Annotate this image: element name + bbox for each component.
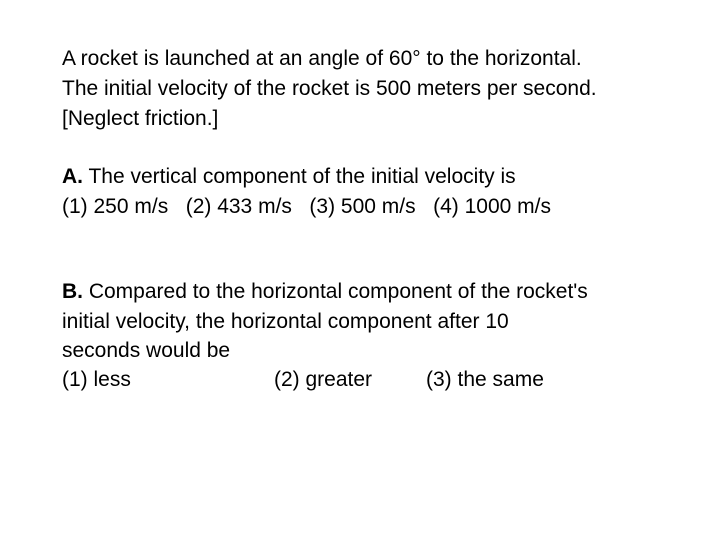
question-b-choice-3: (3) the same xyxy=(426,368,544,391)
question-b-choice-2: (2) greater xyxy=(274,368,373,391)
question-b-prompt-line-1 xyxy=(62,277,588,307)
question-a-choices: (1) 250 m/s (2) 433 m/s (3) 500 m/s (4) 1000 m/s xyxy=(62,195,551,218)
question-b-prompt-line-2: initial velocity, the horizontal component after 10 xyxy=(62,310,509,333)
question-b-label: B. xyxy=(62,280,83,303)
question-b-choices xyxy=(62,365,662,395)
intro-line-3: [Neglect friction.] xyxy=(62,107,219,130)
question-b-text-1: Compared to the horizontal component of the rocket's xyxy=(83,280,588,303)
intro-line-2: The initial velocity of the rocket is 500 meters per second. xyxy=(62,77,597,100)
question-b-prompt-line-3: seconds would be xyxy=(62,339,231,362)
question-a-prompt xyxy=(62,162,516,192)
question-a-text: The vertical component of the initial velocity is xyxy=(83,165,516,188)
intro-line-1: A rocket is launched at an angle of 60° to the horizontal. xyxy=(62,47,582,70)
question-a-label: A. xyxy=(62,165,83,188)
question-b-choice-1: (1) less xyxy=(62,368,131,391)
